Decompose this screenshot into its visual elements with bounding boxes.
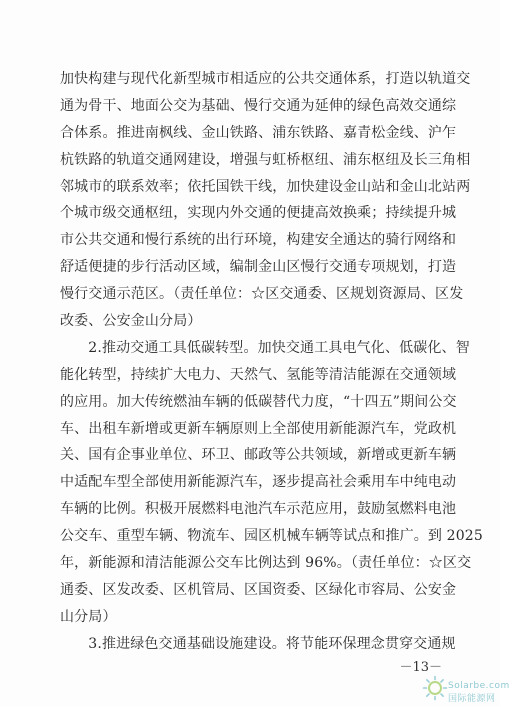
text-line: 杭铁路的轨道交通网建设，增强与虹桥枢纽、浦东枢纽及长三角相 [60,151,471,168]
text-line: 中适配车型全部使用新能源汽车，逐步提高社会乘用车中纯电动 [60,474,457,491]
text-line: 年，新能源和清洁能源公交车比例达到 96%。（责任单位：☆区交 [60,555,472,572]
text-line: 改委、公安金山分局） [60,313,202,330]
text-line: 通委、区发改委、区机管局、区国资委、区绿化市容局、公安金 [60,581,457,598]
text-line: 的应用。加大传统燃油车辆的低碳替代力度，“十四五”期间公交 [60,393,457,410]
text-line: 个城市级交通枢纽，实现内外交通的便捷高效换乘；持续提升城 [60,205,457,222]
text-line: 3.推进绿色交通基础设施建设。将节能环保理念贯穿交通规 [60,635,456,652]
text-line: 通为骨干、地面公交为基础、慢行交通为延伸的绿色高效交通综 [60,97,457,114]
text-line: 合体系。推进南枫线、金山铁路、浦东铁路、嘉青松金线、沪乍 [60,124,457,141]
text-line: 能化转型，持续扩大电力、天然气、氢能等清洁能源在交通领域 [60,366,457,383]
text-line: 舒适便捷的步行活动区域，编制金山区慢行交通专项规划，打造 [60,259,457,276]
text-line: 车辆的比例。积极开展燃料电池汽车示范应用，鼓励氢燃料电池 [60,501,457,518]
page-number: －13－ [399,660,442,675]
body-text [60,66,483,658]
text-line: 山分局） [60,608,117,625]
text-line: 2.推动交通工具低碳转型。加快交通工具电气化、低碳化、智 [60,339,470,356]
watermark [418,675,510,704]
watermark-text: Solarbe.com 国际能源网 [448,681,510,704]
sun-logo-icon [422,675,448,701]
text-line: 公交车、重型车辆、物流车、园区机械车辆等试点和推广。到 2025 [60,528,483,545]
text-line: 邻城市的联系效率；依托国铁干线，加快建设金山站和金山北站两 [60,178,471,195]
text-line: 慢行交通示范区。（责任单位：☆区交通委、区规划资源局、区发 [60,286,464,303]
text-line: 加快构建与现代化新型城市相适应的公共交通体系，打造以轨道交 [60,71,471,87]
text-line: 市公共交通和慢行系统的出行环境，构建安全通达的骑行网络和 [60,232,457,249]
text-line: 关、国有企事业单位、环卫、邮政等公共领域，新增或更新车辆 [60,447,457,464]
text-line: 车、出租车新增或更新车辆原则上全部使用新能源汽车，党政机 [60,420,457,437]
